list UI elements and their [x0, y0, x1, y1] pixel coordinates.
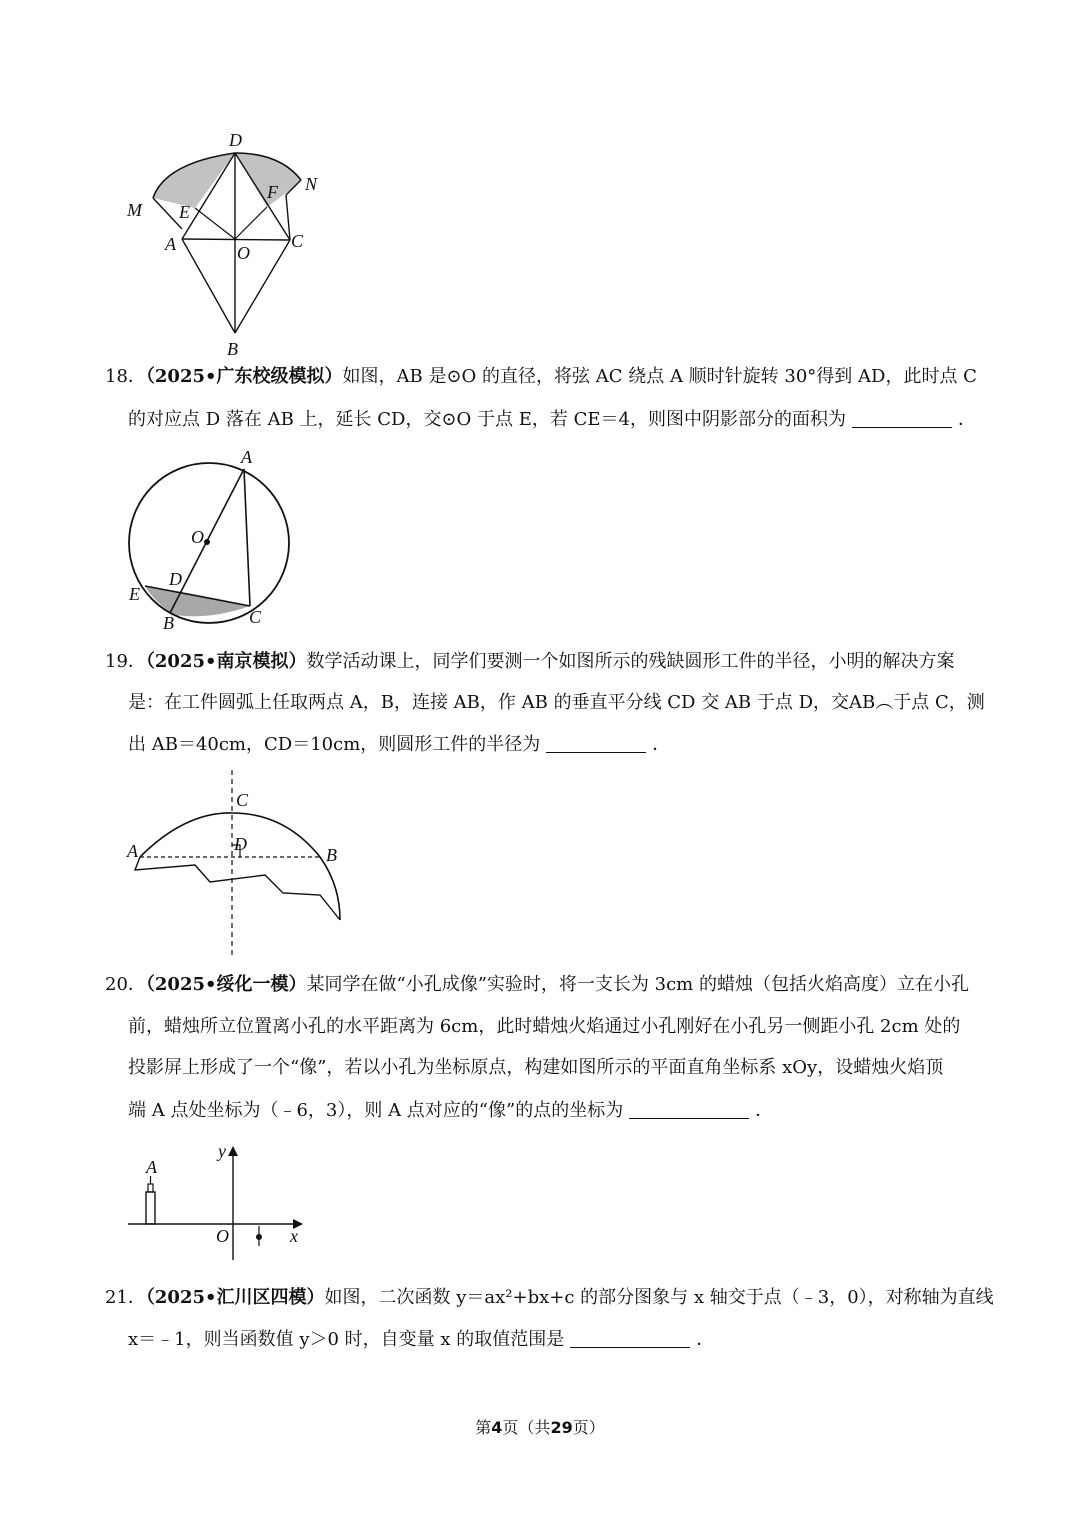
image-point — [256, 1234, 262, 1240]
q20-line1 — [105, 973, 969, 997]
label-A: A — [165, 234, 176, 254]
figure-19-diagram — [125, 770, 350, 960]
q20-end: ． — [755, 1100, 774, 1121]
label-D: D — [229, 130, 242, 150]
flame — [148, 1184, 153, 1192]
q20-text4: 端 A 点处坐标为（﹣6，3），则 A 点对应的“像”的点的坐标为 — [128, 1100, 624, 1121]
label-E: E — [129, 584, 140, 604]
page-footer — [0, 1417, 1080, 1439]
q19-text2: 是：在工件圆弧上任取两点 A，B，连接 AB，作 AB 的垂直平分线 CD 交 AB 于点 D，交AB︵于点 C，测 — [128, 692, 985, 713]
label-y: y — [218, 1141, 226, 1161]
q20-line3 — [128, 1056, 943, 1080]
label-M: M — [127, 200, 142, 220]
footer-mid: 页（共 — [502, 1418, 551, 1437]
footer-pre: 第 — [475, 1418, 492, 1437]
q21-text1: 如图，二次函数 y＝ax²+bx+c 的部分图象与 x 轴交于点（﹣3，0），对称轴为直线 — [324, 1287, 994, 1308]
q18-source: （2025•广东校级模拟） — [145, 366, 343, 387]
label-B: B — [163, 613, 174, 630]
q19-number: 19． — [105, 651, 146, 672]
label-x: x — [290, 1226, 298, 1246]
q20-text1: 某同学在做“小孔成像”实验时，将一支长为 3cm 的蜡烛（包括火焰高度）立在小孔 — [306, 974, 969, 995]
shaded-segment — [145, 586, 250, 616]
figure-17-diagram — [125, 128, 325, 360]
q18-text2: 的对应点 D 落在 AB 上，延长 CD，交⊙O 于点 E，若 CE＝4，则图中阴影部分的面积为 — [128, 409, 846, 430]
label-A: A — [127, 841, 138, 861]
q19-text1: 数学活动课上，同学们要测一个如图所示的残缺圆形工件的半径，小明的解决方案 — [306, 651, 955, 672]
q21-answer-blank[interactable] — [570, 1329, 690, 1348]
q18-end: ． — [957, 409, 976, 430]
label-D: D — [234, 834, 247, 854]
q20-text2: 前，蜡烛所立位置离小孔的水平距离为 6cm，此时蜡烛火焰通过小孔刚好在小孔另一侧距小孔 2cm 处的 — [128, 1016, 961, 1037]
q20-source: （2025•绥化一模） — [145, 974, 307, 995]
label-N: N — [305, 174, 318, 194]
label-O: O — [237, 243, 250, 263]
label-C: C — [291, 231, 304, 251]
label-E: E — [179, 202, 190, 222]
q21-end: ． — [696, 1329, 715, 1350]
q20-answer-blank[interactable] — [629, 1100, 749, 1119]
q19-answer-blank[interactable] — [546, 734, 646, 753]
q18-text1: 如图，AB 是⊙O 的直径，将弦 AC 绕点 A 顺时针旋转 30°得到 AD，此时点 C — [342, 366, 977, 387]
q19-source: （2025•南京模拟） — [145, 651, 307, 672]
label-D: D — [169, 569, 182, 589]
label-O: O — [191, 527, 204, 547]
q21-text2: x＝﹣1，则当函数值 y＞0 时，自变量 x 的取值范围是 — [128, 1329, 565, 1350]
q18-line1 — [105, 365, 977, 389]
label-O: O — [216, 1226, 229, 1246]
figure-20-diagram — [125, 1140, 315, 1265]
q20-number: 20． — [105, 974, 146, 995]
q18-line2 — [128, 408, 976, 432]
shaded-sector-left — [153, 153, 235, 208]
footer-post: 页） — [572, 1418, 605, 1437]
q20-line4 — [128, 1099, 773, 1123]
footer-total-pages: 29 — [550, 1418, 573, 1437]
q20-line2 — [128, 1015, 960, 1039]
label-B: B — [326, 845, 337, 865]
q19-line1 — [105, 650, 955, 674]
broken-edge — [135, 857, 340, 920]
label-A: A — [241, 447, 252, 467]
label-F: F — [267, 182, 278, 202]
candle — [146, 1192, 155, 1224]
label-B: B — [227, 339, 238, 359]
footer-page-number: 4 — [491, 1418, 503, 1437]
q20-text3: 投影屏上形成了一个“像”，若以小孔为坐标原点，构建如图所示的平面直角坐标系 xOy，设蜡烛火焰顶 — [128, 1057, 944, 1078]
label-A: A — [146, 1157, 157, 1177]
q21-line2 — [128, 1328, 714, 1352]
q21-source: （2025•汇川区四模） — [145, 1287, 325, 1308]
q21-number: 21． — [105, 1287, 146, 1308]
q19-line3 — [128, 733, 670, 757]
center-dot — [204, 539, 210, 545]
q18-answer-blank[interactable] — [852, 409, 952, 428]
q21-line1 — [105, 1286, 994, 1310]
q19-line2 — [128, 691, 985, 715]
label-C: C — [249, 607, 262, 627]
q19-text3: 出 AB＝40cm，CD＝10cm，则圆形工件的半径为 — [128, 734, 541, 755]
label-C: C — [236, 790, 249, 810]
q19-end: ． — [652, 734, 671, 755]
figure-18-diagram — [125, 445, 300, 630]
q18-number: 18． — [105, 366, 146, 387]
